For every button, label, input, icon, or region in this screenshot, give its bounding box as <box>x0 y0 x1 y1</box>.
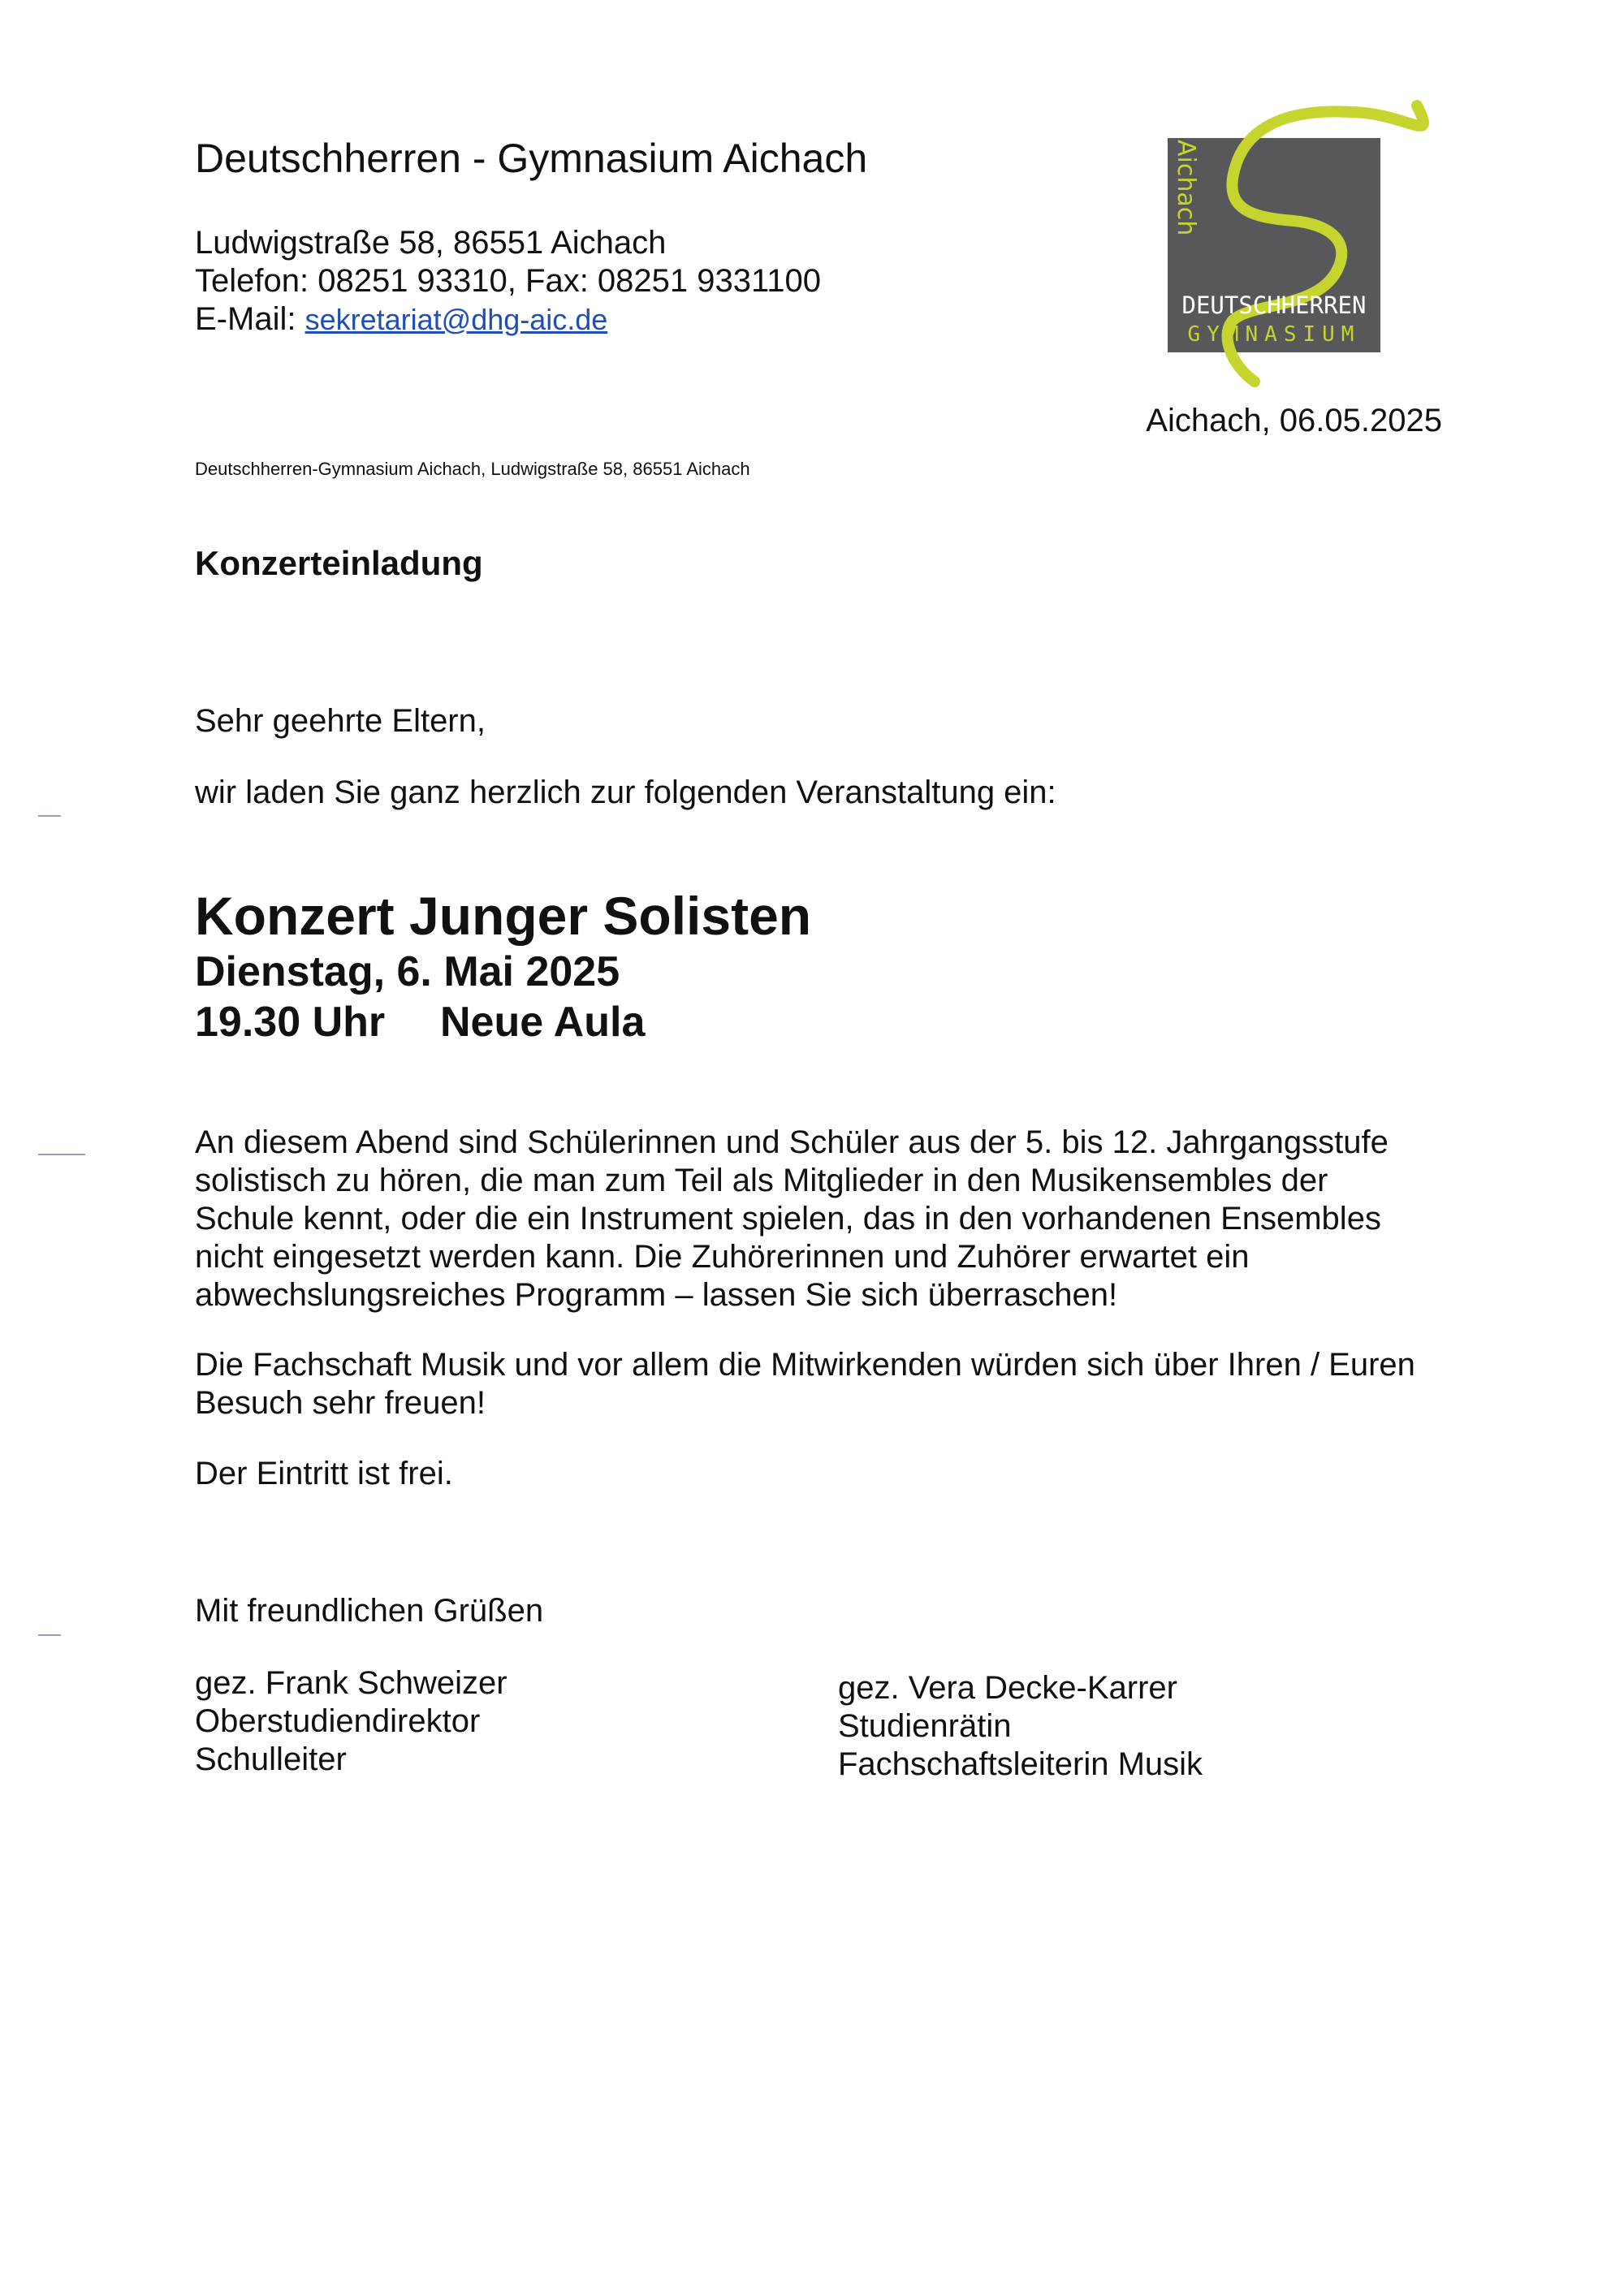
signature-title: Oberstudiendirektor <box>195 1703 481 1739</box>
event-title: Konzert Junger Solisten <box>195 886 812 946</box>
letter-subject: Konzerteinladung <box>195 544 483 582</box>
body-paragraph-3: Der Eintritt ist frei. <box>195 1456 453 1491</box>
fold-mark <box>38 815 61 817</box>
sender-return-address: Deutschherren-Gymnasium Aichach, Ludwigstraße 58, 86551 Aichach <box>195 459 750 479</box>
logo-line2: GYMNASIUM <box>1187 322 1361 347</box>
email-line <box>195 300 821 339</box>
event-place: Neue Aula <box>440 999 646 1046</box>
signature-role: Schulleiter <box>195 1741 347 1777</box>
closing-greeting: Mit freundlichen Grüßen <box>195 1593 544 1629</box>
intro-text: wir laden Sie ganz herzlich zur folgenden Veranstaltung ein: <box>195 775 1056 810</box>
phone-line: Telefon: 08251 93310, Fax: 08251 9331100 <box>195 263 822 299</box>
signature-left <box>195 1664 508 1779</box>
signature-right <box>838 1669 1203 1784</box>
signature-name: gez. Frank Schweizer <box>195 1665 508 1701</box>
letter-date: Aichach, 06.05.2025 <box>1146 403 1442 438</box>
body-paragraph-1 <box>195 1124 1462 1314</box>
logo-vertical-text: Aichach <box>1172 140 1200 236</box>
paragraph-line: abwechslungsreiches Programm – lassen Sie sich überraschen! <box>195 1277 1118 1313</box>
paragraph-line: Schule kennt, oder die ein Instrument spielen, das in den vorhandenen Ensembles <box>195 1201 1381 1236</box>
school-logo <box>1157 89 1449 398</box>
signature-title: Studienrätin <box>838 1708 1012 1744</box>
fold-mark <box>38 1634 61 1636</box>
event-date: Dienstag, 6. Mai 2025 <box>195 948 620 995</box>
paragraph-line: Besuch sehr freuen! <box>195 1385 486 1421</box>
paragraph-line: solistisch zu hören, die man zum Teil als Mitglieder in den Musikensembles der <box>195 1163 1328 1198</box>
paragraph-line: Die Fachschaft Musik und vor allem die Mitwirkenden würden sich über Ihren / Euren <box>195 1347 1415 1383</box>
school-name: Deutschherren - Gymnasium Aichach <box>195 136 868 181</box>
email-link[interactable]: sekretariat@dhg-aic.de <box>304 303 608 336</box>
salutation: Sehr geehrte Eltern, <box>195 703 486 739</box>
logo-line1: DEUTSCHHERREN <box>1181 291 1367 319</box>
body-paragraph-2 <box>195 1346 1462 1422</box>
school-contact-block <box>195 224 821 339</box>
paragraph-line: nicht eingesetzt werden kann. Die Zuhörerinnen und Zuhörer erwartet ein <box>195 1239 1250 1275</box>
signature-role: Fachschaftsleiterin Musik <box>838 1746 1203 1782</box>
paragraph-line: An diesem Abend sind Schülerinnen und Schüler aus der 5. bis 12. Jahrgangsstufe <box>195 1124 1389 1160</box>
punch-mark <box>38 1154 85 1155</box>
signature-name: gez. Vera Decke-Karrer <box>838 1670 1177 1706</box>
event-time: 19.30 Uhr <box>195 999 386 1046</box>
address-line: Ludwigstraße 58, 86551 Aichach <box>195 225 667 261</box>
email-label: E-Mail: <box>195 301 305 337</box>
